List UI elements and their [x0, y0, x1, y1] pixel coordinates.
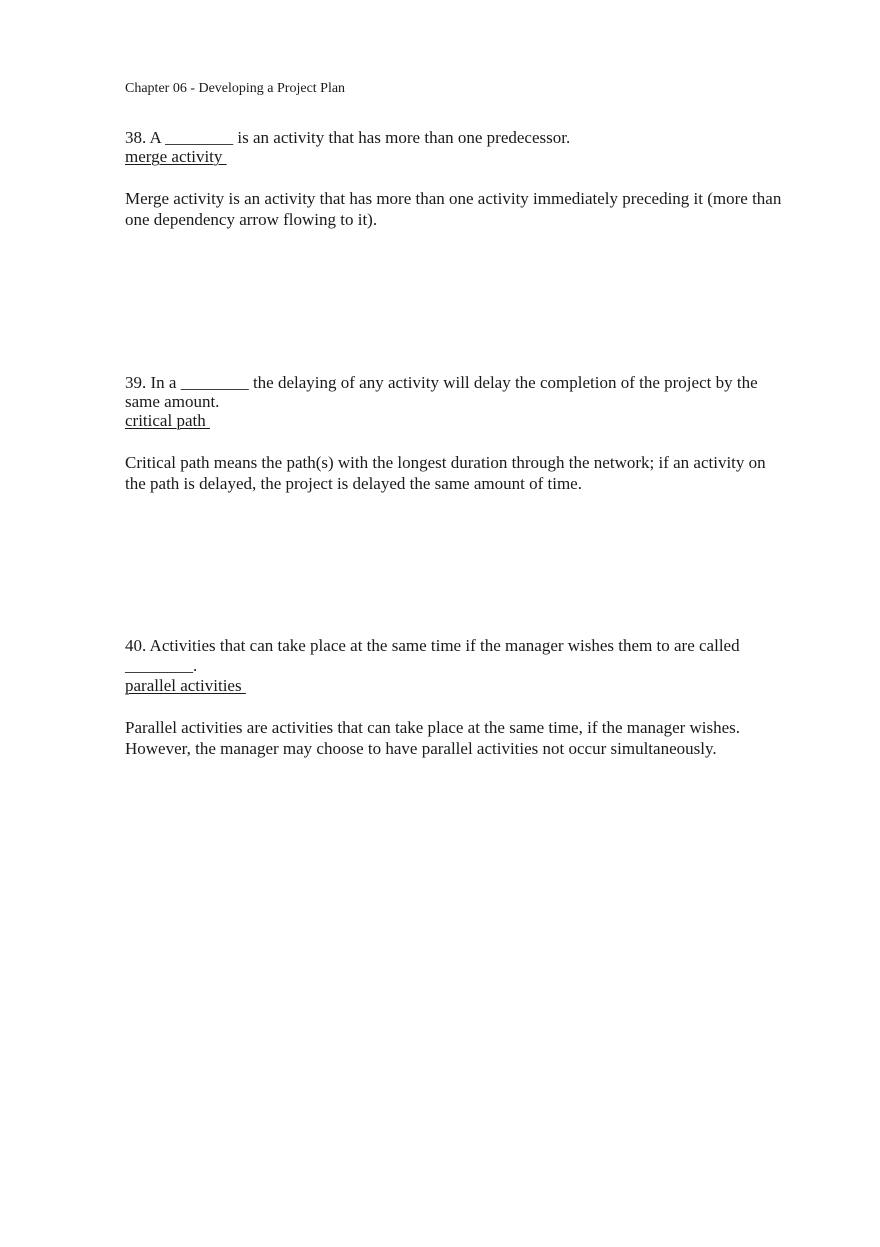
question-prompt: 40. Activities that can take place at the same time if the manager wishes them to are called ________. — [125, 636, 740, 675]
question-prompt: 39. In a ________ the delaying of any activity will delay the completion of the project by the same amount. — [125, 373, 758, 411]
answer-text: merge activity — [125, 147, 227, 166]
answer-explanation: Parallel activities are activities that can take place at the same time, if the manager wishes. However, the manager may choose to have parallel activities not occur simultaneously. — [125, 718, 741, 758]
question-block — [125, 373, 785, 494]
answer-line — [125, 411, 785, 430]
answer-text: critical path — [125, 411, 210, 430]
question-prompt: 38. A ________ is an activity that has more than one predecessor. — [125, 128, 571, 147]
answer-line — [125, 676, 785, 695]
question-block — [125, 636, 785, 759]
question-block — [125, 128, 785, 230]
answer-explanation: Critical path means the path(s) with the longest duration through the network; if an activity on the path is delayed, the project is delayed the same amount of time. — [125, 453, 766, 493]
answer-line — [125, 147, 785, 166]
answer-text: parallel activities — [125, 676, 246, 695]
answer-explanation: Merge activity is an activity that has more than one activity immediately preceding it (more than one dependency arrow flowing to it). — [125, 189, 782, 229]
chapter-header: Chapter 06 - Developing a Project Plan — [125, 81, 346, 96]
